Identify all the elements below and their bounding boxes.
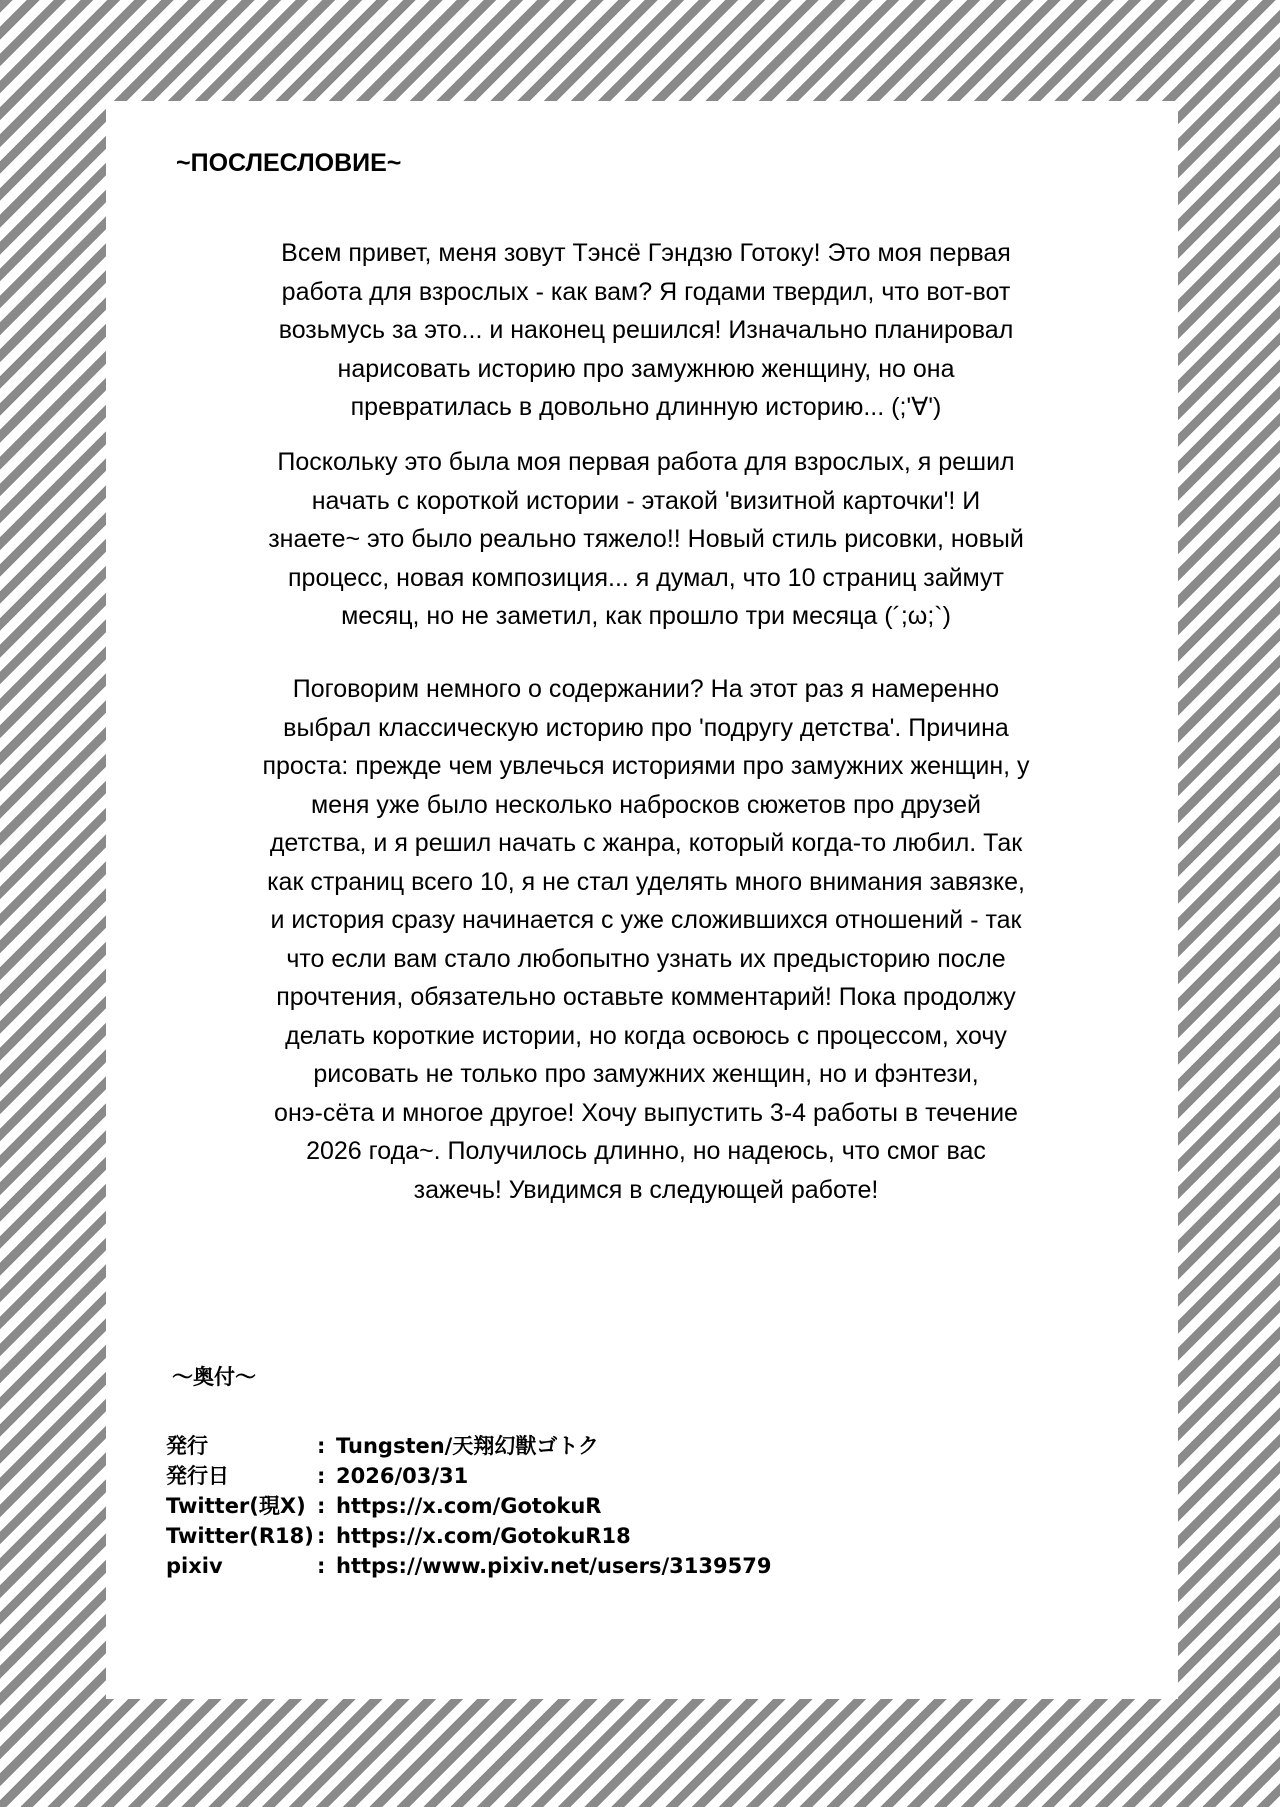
text-line: 2026 года~. Получилось длинно, но надеюсь, что смог вас [306, 1137, 986, 1165]
afterword-paragraph-1 [146, 234, 1146, 427]
publisher-value: Tungsten/天翔幻獣ゴトク [336, 1434, 599, 1458]
text-line: процесс, новая композиция... я думал, что 10 страниц займут [288, 563, 1004, 592]
text-line: нарисовать историю про замужнюю женщину, но она [337, 354, 955, 383]
text-line: Поскольку это была моя первая работа для взрослых, я решил [277, 448, 1015, 476]
text-line: знаете~ это было реально тяжело!! Новый стиль рисовки, новый [268, 525, 1024, 553]
text-line: что если вам стало любопытно узнать их предысторию после [286, 944, 1006, 973]
colophon-label: Twitter(現X) [166, 1494, 306, 1518]
publish-date-value: 2026/03/31 [336, 1464, 469, 1488]
afterword-paragraph-2 [146, 443, 1146, 636]
text-line: выбрал классическую историю про 'подругу детства'. Причина [283, 713, 1009, 742]
twitter-link[interactable]: https://x.com/GotokuR [336, 1494, 602, 1518]
text-line: меня уже было несколько набросков сюжетов про друзей [310, 790, 981, 819]
text-line: начать с короткой истории - этакой 'визитной карточки'! И [311, 486, 981, 515]
colophon-label: Twitter(R18) [166, 1524, 314, 1548]
colophon-label: 発行日 [166, 1464, 229, 1488]
afterword-heading: ~ПОСЛЕСЛОВИЕ~ [176, 149, 402, 177]
text-line: детства, и я решил начать с жанра, который когда-то любил. Так [269, 829, 1023, 857]
page [106, 101, 1178, 1699]
colophon-label: 発行 [166, 1434, 208, 1458]
text-line: возьмусь за это... и наконец решился! Изначально планировал [278, 316, 1014, 344]
colophon-separator: : [317, 1524, 326, 1548]
text-line: делать короткие истории, но когда освоюсь с процессом, хочу [285, 1021, 1007, 1050]
text-line: и история сразу начинается с уже сложившихся отношений - так [270, 906, 1022, 934]
text-line: рисовать не только про замужних женщин, но и фэнтези, [313, 1060, 979, 1088]
pixiv-link[interactable]: https://www.pixiv.net/users/3139579 [336, 1554, 772, 1578]
afterword-paragraph-3 [146, 670, 1146, 1209]
text-line: Всем привет, меня зовут Тэнсё Гэндзю Готоку! Это моя первая [281, 239, 1011, 267]
colophon-separator: : [317, 1494, 326, 1518]
twitter-r18-link[interactable]: https://x.com/GotokuR18 [336, 1524, 631, 1548]
colophon-separator: : [317, 1464, 326, 1488]
text-line: работа для взрослых - как вам? Я годами твердил, что вот-вот [281, 277, 1011, 306]
colophon-separator: : [317, 1434, 326, 1458]
text-line: как страниц всего 10, я не стал уделять много внимания завязке, [267, 867, 1025, 896]
text-line: месяц, но не заметил, как прошло три месяца (´;ω;`) [341, 602, 951, 630]
text-line: зажечь! Увидимся в следующей работе! [413, 1175, 879, 1204]
colophon-label: pixiv [166, 1554, 223, 1578]
text-line: проста: прежде чем увлечься историями про замужних женщин, у [262, 752, 1030, 780]
text-line: прочтения, обязательно оставьте комментарий! Пока продолжу [276, 983, 1016, 1011]
colophon-title: 〜奥付〜 [172, 1365, 256, 1389]
colophon-separator: : [317, 1554, 326, 1578]
text-line: Поговорим немного о содержании? На этот раз я намеренно [292, 675, 1000, 703]
text-line: превратилась в довольно длинную историю... (;'∀') [350, 393, 942, 421]
text-line: онэ-сёта и многое другое! Хочу выпустить 3-4 работы в течение [274, 1098, 1018, 1127]
